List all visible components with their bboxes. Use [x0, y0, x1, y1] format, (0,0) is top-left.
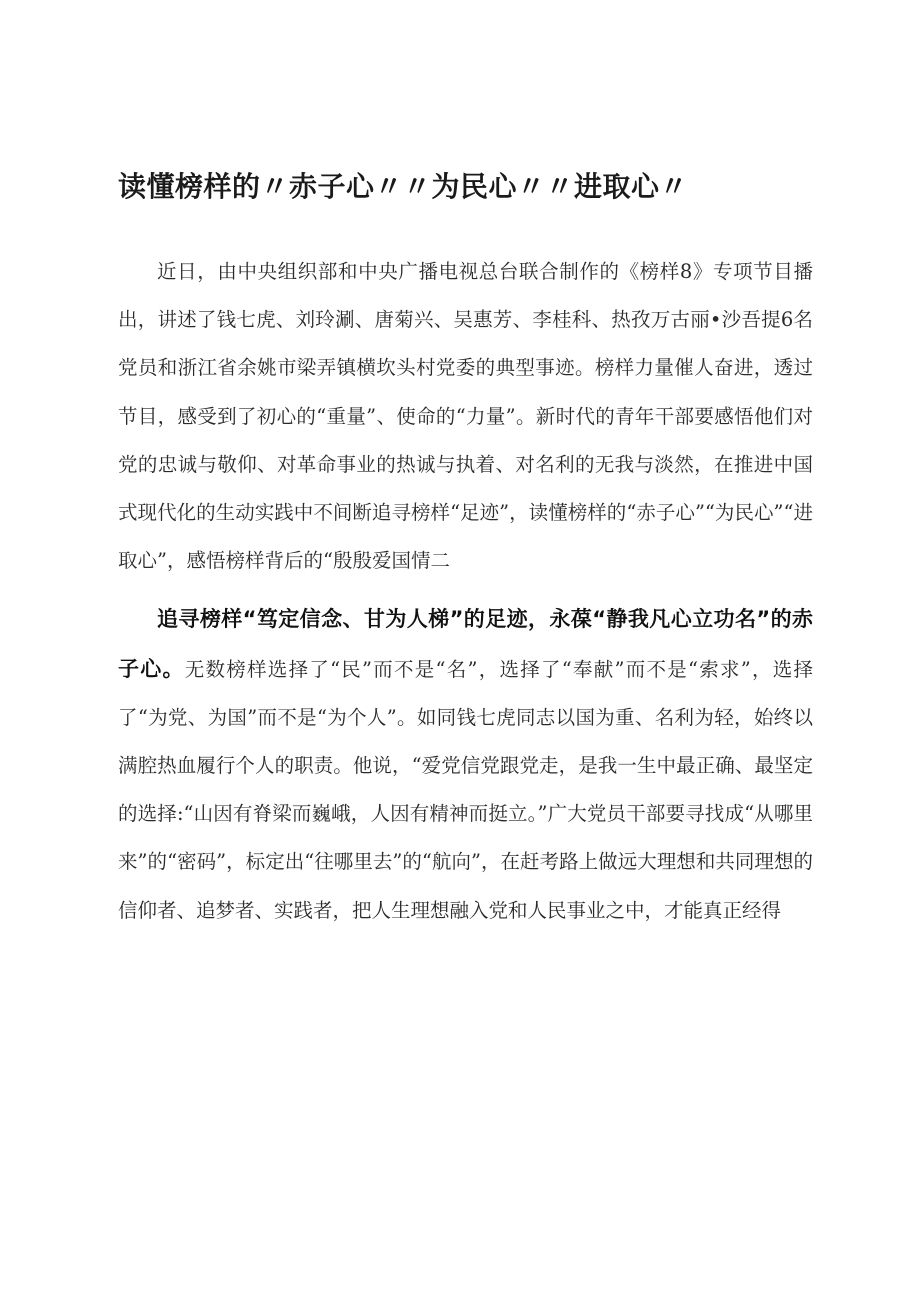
paragraph-2-lead: 追寻榜样“笃定信念、甘为人梯”的足迹，永葆“静我凡心立功名”的赤子心。 [118, 607, 813, 681]
paragraph-2-text: 无数榜样选择了“民”而不是“名”，选择了“奉献”而不是“索求”，选择了“为党、为国”而不是“为个人”。如同钱七虎同志以国为重、名利为轻，始终以满腔热血履行个人的职责。他说，“爱党信党跟党走，是我一生中最正确、最坚定的选择:“山因有脊梁而巍峨，人因有精神而挺立。”广大党员干部要寻找成“从哪里来”的“密码”，标定出“往哪里去”的“航向”，在赶考路上做远大理想和共同理想的信仰者、追梦者、实践者，把人生理想融入党和人民事业之中，才能真正经得 [118, 657, 813, 922]
document-body [118, 248, 813, 935]
paragraph-1 [118, 248, 813, 585]
paragraph-2 [118, 595, 813, 934]
paragraph-1-text: 近日，由中央组织部和中央广播电视总台联合制作的《榜样8》专项节目播出，讲述了钱七虎、刘玲涮、唐菊兴、吴惠芳、李桂科、热孜万古丽•沙吾提6名党员和浙江省余姚市梁弄镇横坎头村党委的典型事迹。榜样力量催人奋进，透过节目，感受到了初心的“重量”、使命的“力量”。新时代的青年干部要感悟他们对党的忠诚与敬仰、对革命事业的热诚与执着、对名利的无我与淡然，在推进中国式现代化的生动实践中不间断追寻榜样“足迹”，读懂榜样的“赤子心”“为民心”“进取心”，感悟榜样背后的“殷殷爱国情二 [118, 260, 813, 573]
document-title: 读懂榜样的〃赤子心〃〃为民心〃〃进取心〃 [118, 170, 689, 203]
